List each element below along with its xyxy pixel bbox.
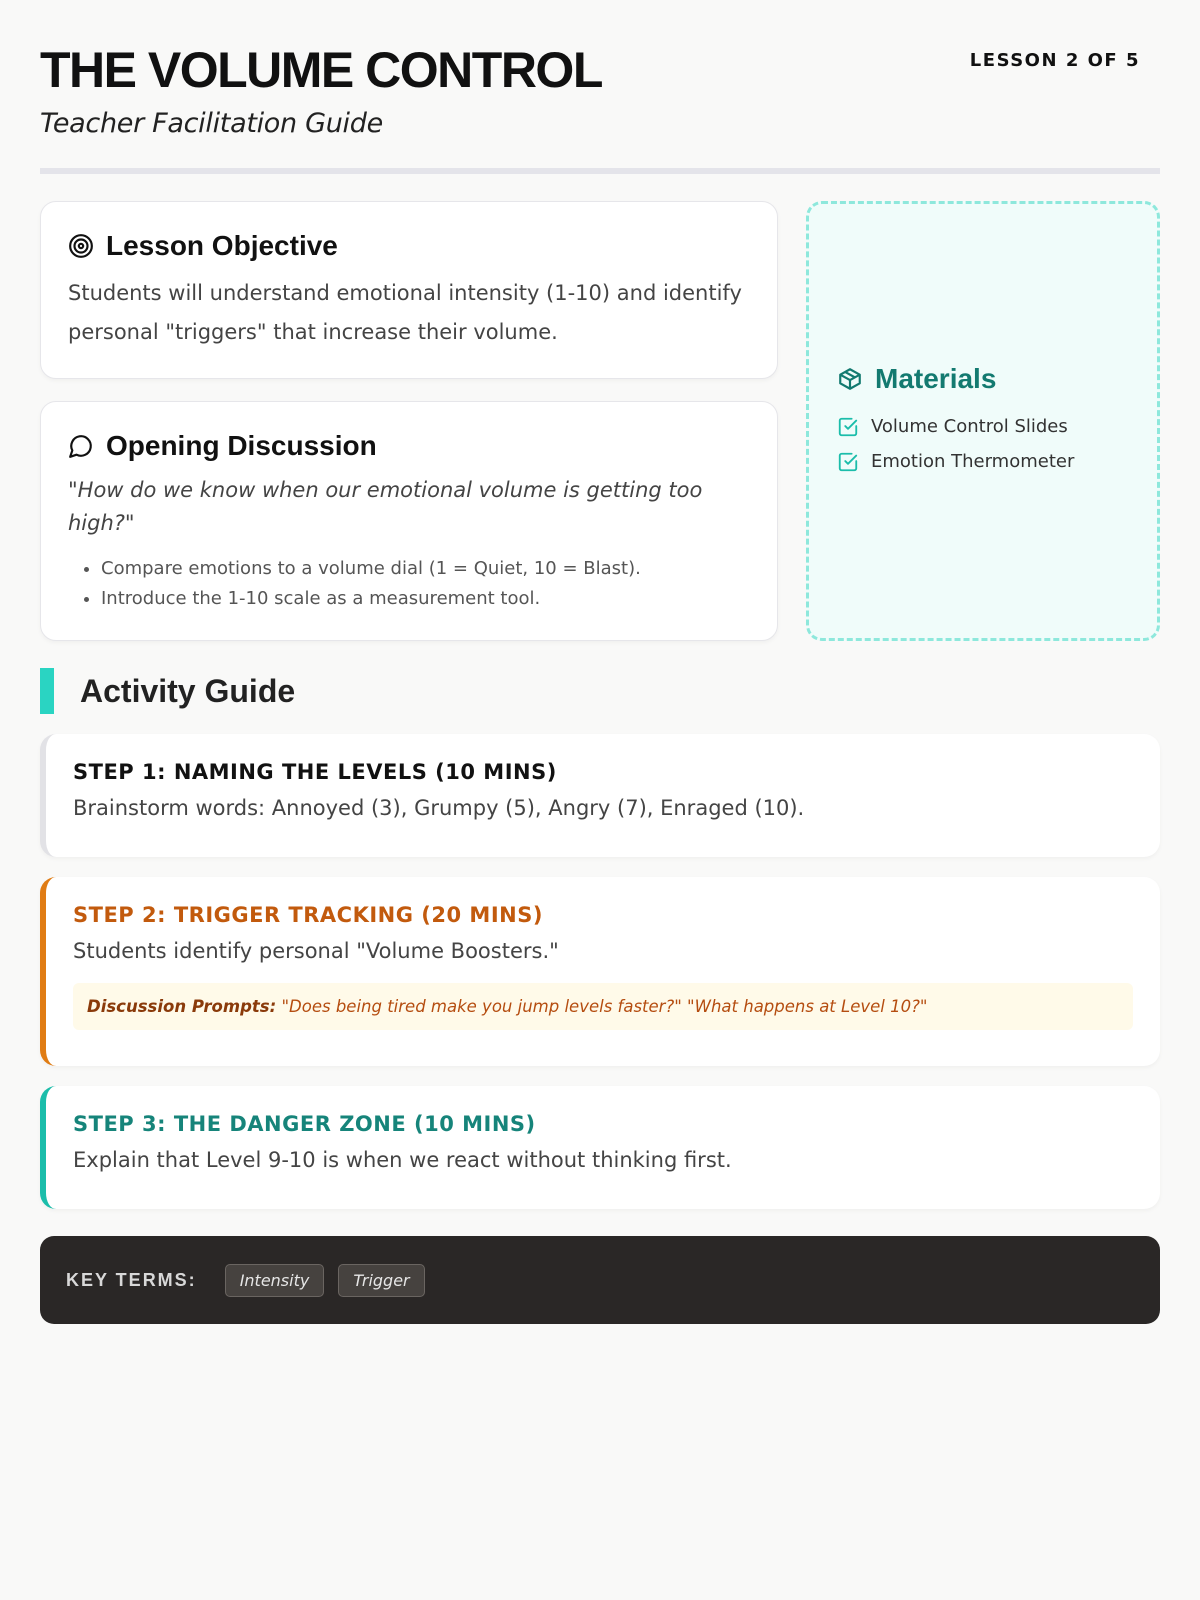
step-card-3 — [40, 1086, 1160, 1209]
discussion-prompts-text: "Does being tired make you jump levels faster?" "What happens at Level 10?" — [276, 997, 928, 1016]
key-term-chip: Trigger — [338, 1264, 424, 1297]
step-title: STEP 2: TRIGGER TRACKING (20 MINS) — [73, 903, 543, 927]
lesson-objective-card — [40, 201, 778, 379]
checkbox-checked-icon — [837, 416, 859, 438]
material-item — [837, 444, 1129, 479]
opening-discussion-card — [40, 401, 778, 641]
opening-heading-label: Opening Discussion — [106, 430, 377, 461]
materials-heading-label: Materials — [875, 363, 997, 394]
material-item-label: Volume Control Slides — [871, 416, 1068, 437]
opening-bullets — [68, 554, 750, 614]
activity-guide-heading: Activity Guide — [40, 668, 1160, 714]
target-icon — [68, 233, 94, 259]
step-text: Explain that Level 9-10 is when we react without thinking first. — [73, 1148, 732, 1172]
step-card-2 — [40, 877, 1160, 1066]
materials-heading — [837, 363, 1129, 395]
list-item: • Compare emotions to a volume dial (1 = Quiet, 10 = Blast). — [101, 554, 750, 584]
discussion-prompts-box — [73, 983, 1133, 1030]
step-title: STEP 3: THE DANGER ZONE (10 MINS) — [73, 1112, 536, 1136]
speech-bubble-icon — [68, 433, 94, 459]
page-title: THE VOLUME CONTROL — [40, 42, 602, 98]
discussion-prompts-label: Discussion Prompts: — [87, 997, 277, 1016]
step-title: STEP 1: NAMING THE LEVELS (10 MINS) — [73, 760, 557, 784]
opening-heading — [68, 430, 750, 462]
step-card-1 — [40, 734, 1160, 857]
list-item: • Introduce the 1-10 scale as a measurement tool. — [101, 584, 750, 614]
objective-heading — [68, 230, 750, 262]
lesson-badge: LESSON 2 OF 5 — [969, 50, 1140, 71]
material-item-label: Emotion Thermometer — [871, 451, 1075, 472]
page-header — [40, 0, 1160, 174]
objective-text: Students will understand emotional intensity (1-10) and identify personal "triggers" that increase their volume. — [68, 281, 742, 344]
key-term-chip: Intensity — [225, 1264, 325, 1297]
box-icon — [837, 366, 863, 392]
step-text: Brainstorm words: Annoyed (3), Grumpy (5), Angry (7), Enraged (10). — [73, 796, 805, 820]
step-text: Students identify personal "Volume Boosters." — [73, 939, 559, 963]
objective-heading-label: Lesson Objective — [106, 230, 338, 261]
key-terms-bar — [40, 1236, 1160, 1324]
material-item — [837, 409, 1129, 444]
key-terms-label: KEY TERMS: — [66, 1269, 197, 1290]
page-subtitle: Teacher Facilitation Guide — [40, 108, 383, 139]
top-grid — [40, 201, 1160, 641]
opening-question: "How do we know when our emotional volume is getting too high?" — [68, 478, 703, 535]
materials-panel — [806, 201, 1160, 641]
checkbox-checked-icon — [837, 451, 859, 473]
